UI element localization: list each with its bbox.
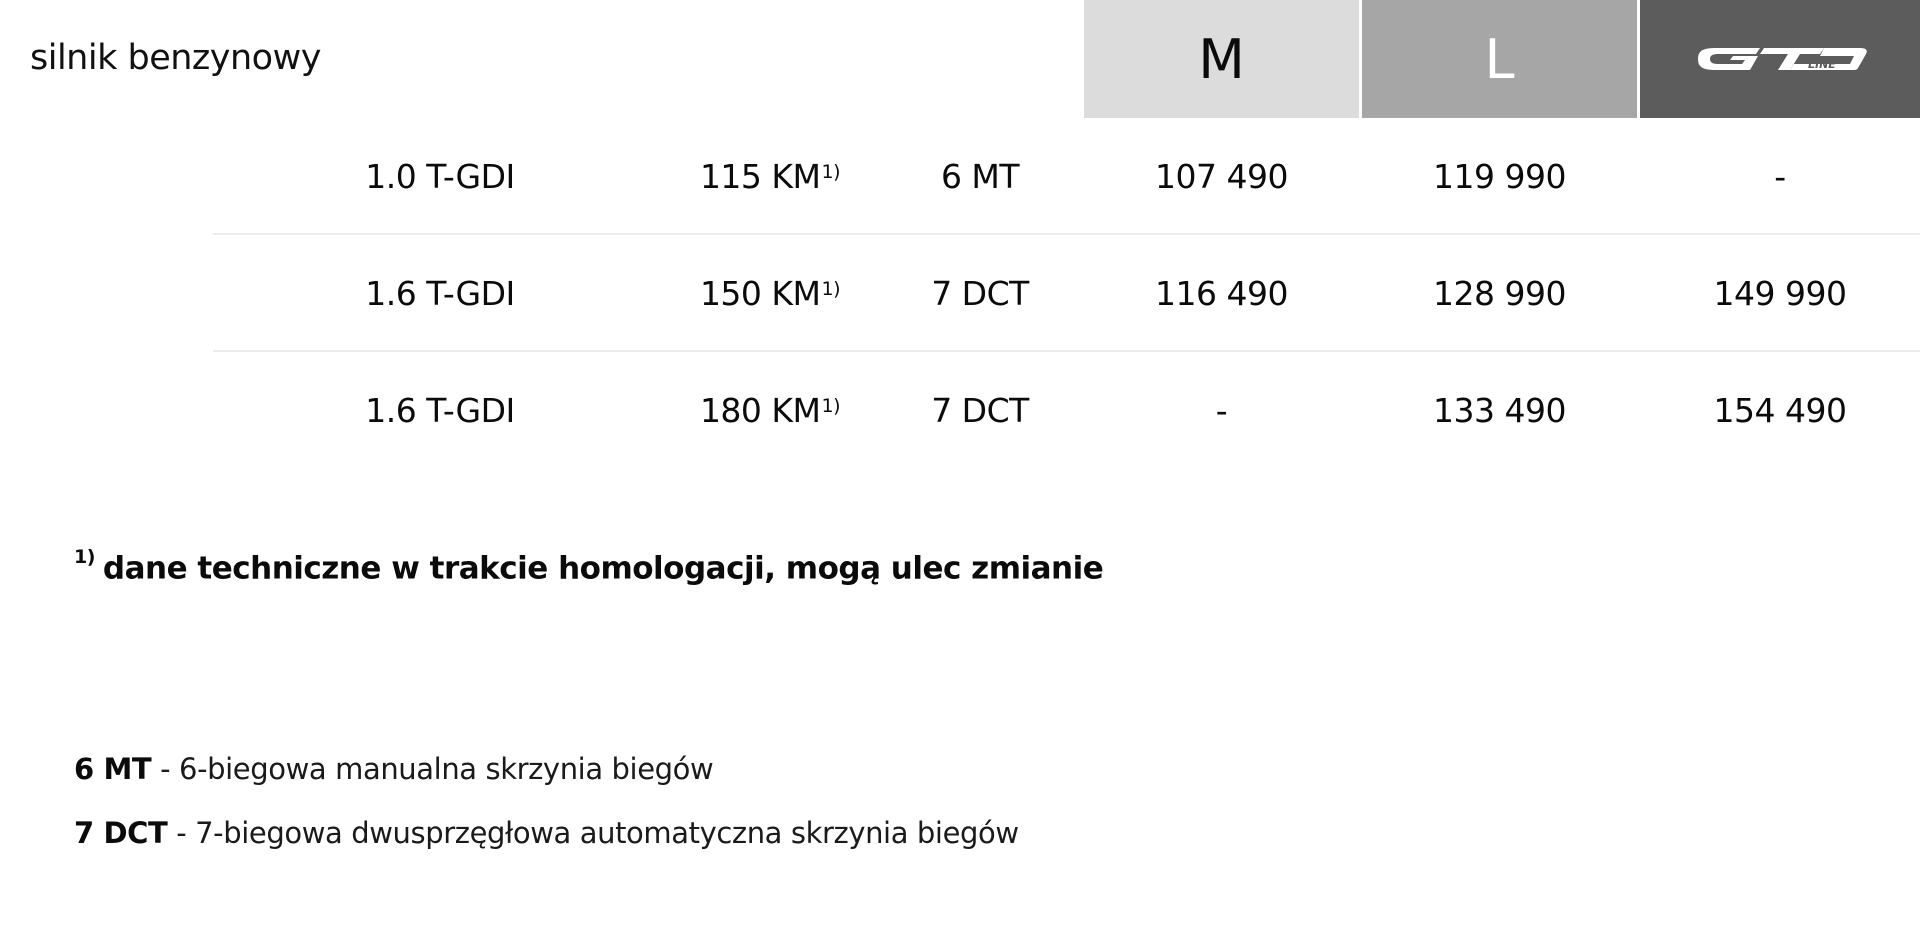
- power-cell: [630, 235, 910, 351]
- legend-code: 6 MT: [74, 752, 152, 786]
- gearbox-cell: 7 DCT: [931, 390, 1029, 430]
- price-m-cell: -: [1215, 390, 1228, 430]
- footnote-marker: 1): [74, 546, 95, 568]
- engine-cell: 1.6 T-GDI: [365, 390, 515, 430]
- price-l-cell: 128 990: [1433, 273, 1566, 313]
- power-value: 180 KM: [699, 390, 821, 430]
- power-value: 115 KM: [699, 156, 821, 196]
- legend-description: - 6-biegowa manualna skrzynia biegów: [151, 752, 714, 786]
- table-row: [0, 235, 1920, 351]
- trim-header-m: [1084, 0, 1359, 118]
- trim-header-l: [1362, 0, 1637, 118]
- table-row: [0, 352, 1920, 468]
- price-gt-line-cell: -: [1774, 156, 1786, 196]
- power-footnote-marker: 1): [821, 395, 841, 417]
- section-title: silnik benzynowy: [30, 38, 321, 78]
- power-cell: [630, 352, 910, 468]
- trim-header-gt-line: [1640, 0, 1920, 118]
- legend-description: - 7-biegowa dwusprzęgłowa automatyczna skrzynia biegów: [167, 816, 1019, 850]
- footnote-text: dane techniczne w trakcie homologacji, mogą ulec zmianie: [102, 550, 1104, 587]
- engine-cell: 1.0 T-GDI: [365, 156, 515, 196]
- engine-cell: 1.6 T-GDI: [365, 273, 515, 313]
- price-m-cell: 116 490: [1155, 273, 1288, 313]
- legend-item: [74, 752, 713, 786]
- footnote: [74, 546, 1104, 587]
- power-footnote-marker: 1): [821, 278, 841, 300]
- power-footnote-marker: 1): [821, 161, 841, 183]
- legend-code: 7 DCT: [74, 816, 168, 850]
- power-cell: [630, 118, 910, 234]
- price-l-cell: 119 990: [1433, 156, 1566, 196]
- gearbox-cell: 6 MT: [940, 156, 1020, 196]
- legend-item: [74, 816, 1019, 850]
- price-l-cell: 133 490: [1433, 390, 1566, 430]
- trim-label-l: L: [1484, 27, 1515, 91]
- price-m-cell: 107 490: [1155, 156, 1288, 196]
- table-row: [0, 118, 1920, 234]
- price-gt-line-cell: 149 990: [1713, 273, 1847, 313]
- gearbox-cell: 7 DCT: [931, 273, 1029, 313]
- power-value: 150 KM: [699, 273, 821, 313]
- gt-line-logo-icon: [1690, 42, 1870, 76]
- trim-label-m: M: [1198, 27, 1245, 91]
- svg-text:LINE: LINE: [1808, 58, 1836, 71]
- price-gt-line-cell: 154 490: [1713, 390, 1847, 430]
